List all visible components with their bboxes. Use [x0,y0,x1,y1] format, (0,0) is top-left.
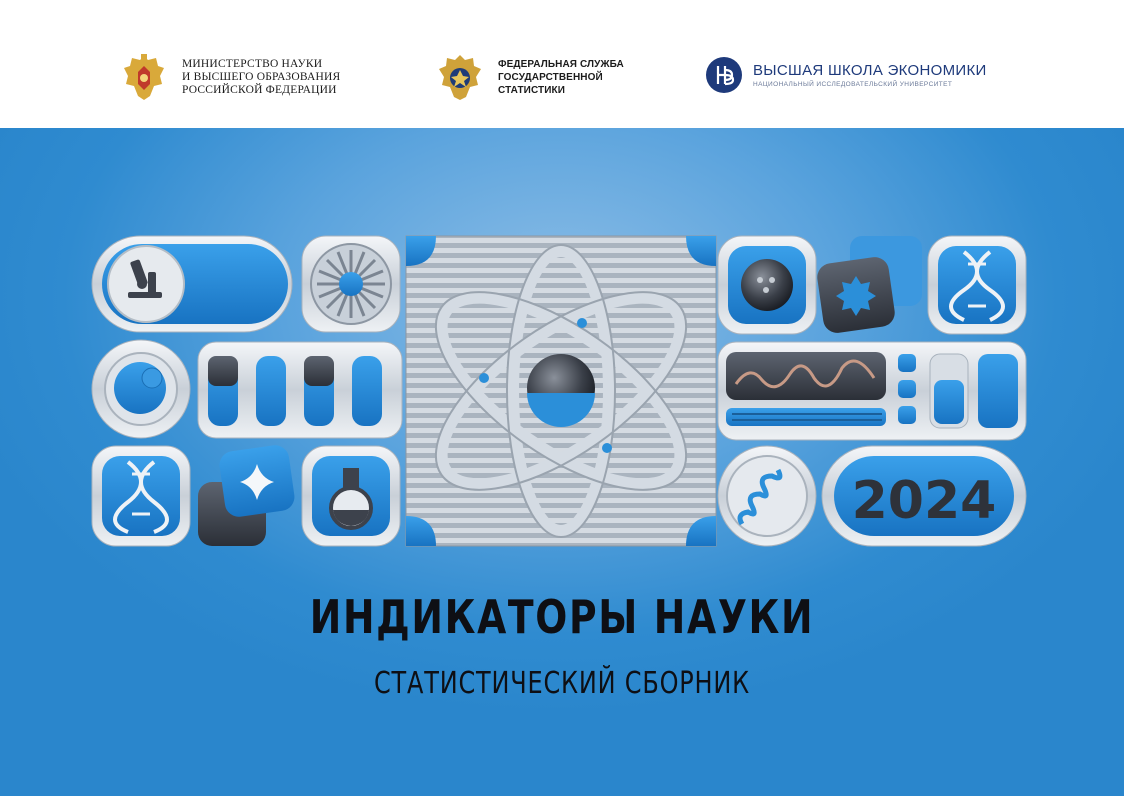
rosstat-logo [436,52,624,102]
ministry-line3: РОССИЙСКОЙ ФЕДЕРАЦИИ [182,83,337,96]
sphere-icon [114,362,166,414]
rosstat-line2: ГОСУДАРСТВЕННОЙ [498,71,603,83]
gear-icon [836,276,876,316]
year-label: 2024 [851,471,997,531]
hse-name-block [753,63,987,88]
hse-name: ВЫСШАЯ ШКОЛА ЭКОНОМИКИ [753,61,987,79]
turbine-icon [311,244,391,324]
header [0,0,1124,128]
ministry-name [182,58,340,97]
ministry-logo [120,52,340,102]
rosstat-emblem-icon [436,52,484,102]
science-illustration [90,228,1034,550]
rosstat-name [498,58,624,97]
rosstat-line3: СТАТИСТИКИ [498,84,566,96]
cover-title: ИНДИКАТОРЫ НАУКИ [309,590,815,644]
cover-subtitle: СТАТИСТИЧЕСКИЙ СБОРНИК [374,666,750,701]
hse-logo [705,56,987,94]
ministry-line2: И ВЫСШЕГО ОБРАЗОВАНИЯ [182,70,341,83]
coat-of-arms-icon [120,52,168,102]
hse-logo-icon [705,56,743,94]
rosstat-line1: ФЕДЕРАЛЬНАЯ СЛУЖБА [498,58,624,70]
ministry-line1: МИНИСТЕРСТВО НАУКИ [182,57,323,70]
hse-subtitle: НАЦИОНАЛЬНЫЙ ИССЛЕДОВАТЕЛЬСКИЙ УНИВЕРСИТЕТ [753,80,953,88]
